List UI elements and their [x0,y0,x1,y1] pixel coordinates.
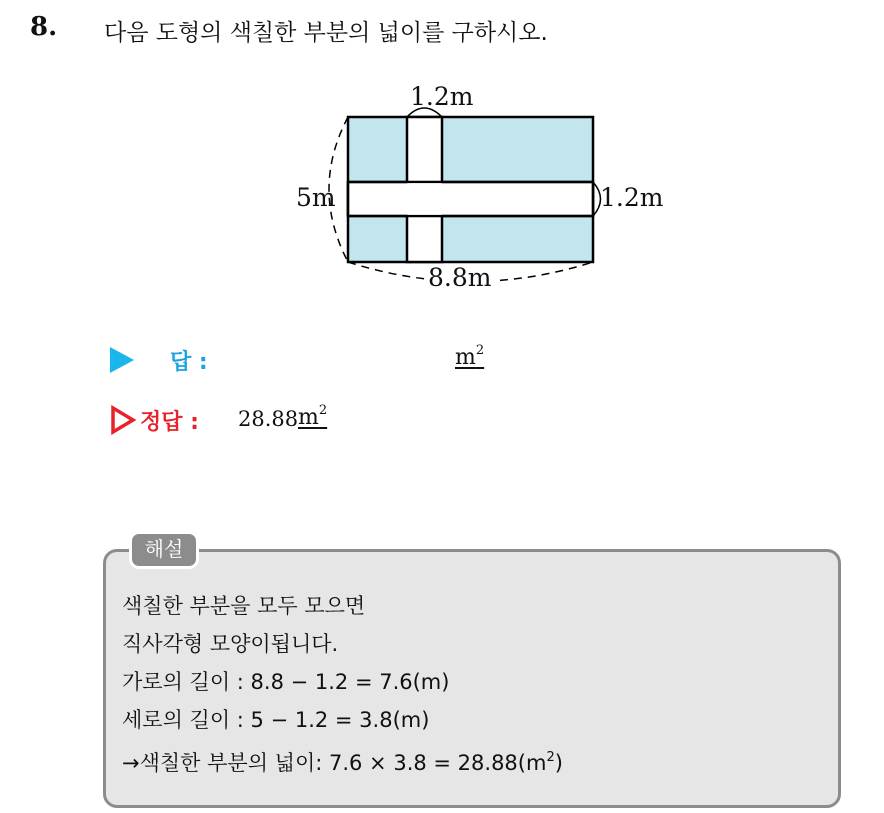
play-filled-icon [110,347,134,373]
explanation-tab: 해설 [129,531,199,569]
correct-answer-unit: $m^2$ [298,403,328,430]
answer-row [110,343,530,379]
correct-answer-row [110,403,470,439]
correct-answer-label: 정답 : [140,410,199,435]
left-height-label: 5m [296,183,336,212]
right-height-label: 1.2m [600,183,664,212]
rectangle-figure [280,75,700,300]
bottom-width-label: 8.8m [428,263,492,292]
explanation-line: 가로의 길이 : 8.8 − 1.2 = 7.6(m) [122,670,450,694]
play-outline-icon [110,405,136,435]
answer-label: 답 : [170,350,208,375]
top-width-label: 1.2m [410,82,474,111]
explanation-text [122,587,822,782]
explanation-line: 색칠한 부분을 모두 모으면 [122,594,366,618]
explanation-line: →색칠한 부분의 넓이: $7.6 \times 3.8 = 28.88(m^2)$ [122,750,563,775]
correct-answer-value: 28.88 [238,407,299,431]
question-number: 8. [30,12,58,42]
explanation-line: 직사각형 모양이됩니다. [122,632,339,656]
question-text: 다음 도형의 색칠한 부분의 넓이를 구하시오. [104,20,548,46]
explanation-line: 세로의 길이 : 5 − 1.2 = 3.8(m) [122,708,430,732]
answer-unit: $m^2$ [455,343,485,370]
